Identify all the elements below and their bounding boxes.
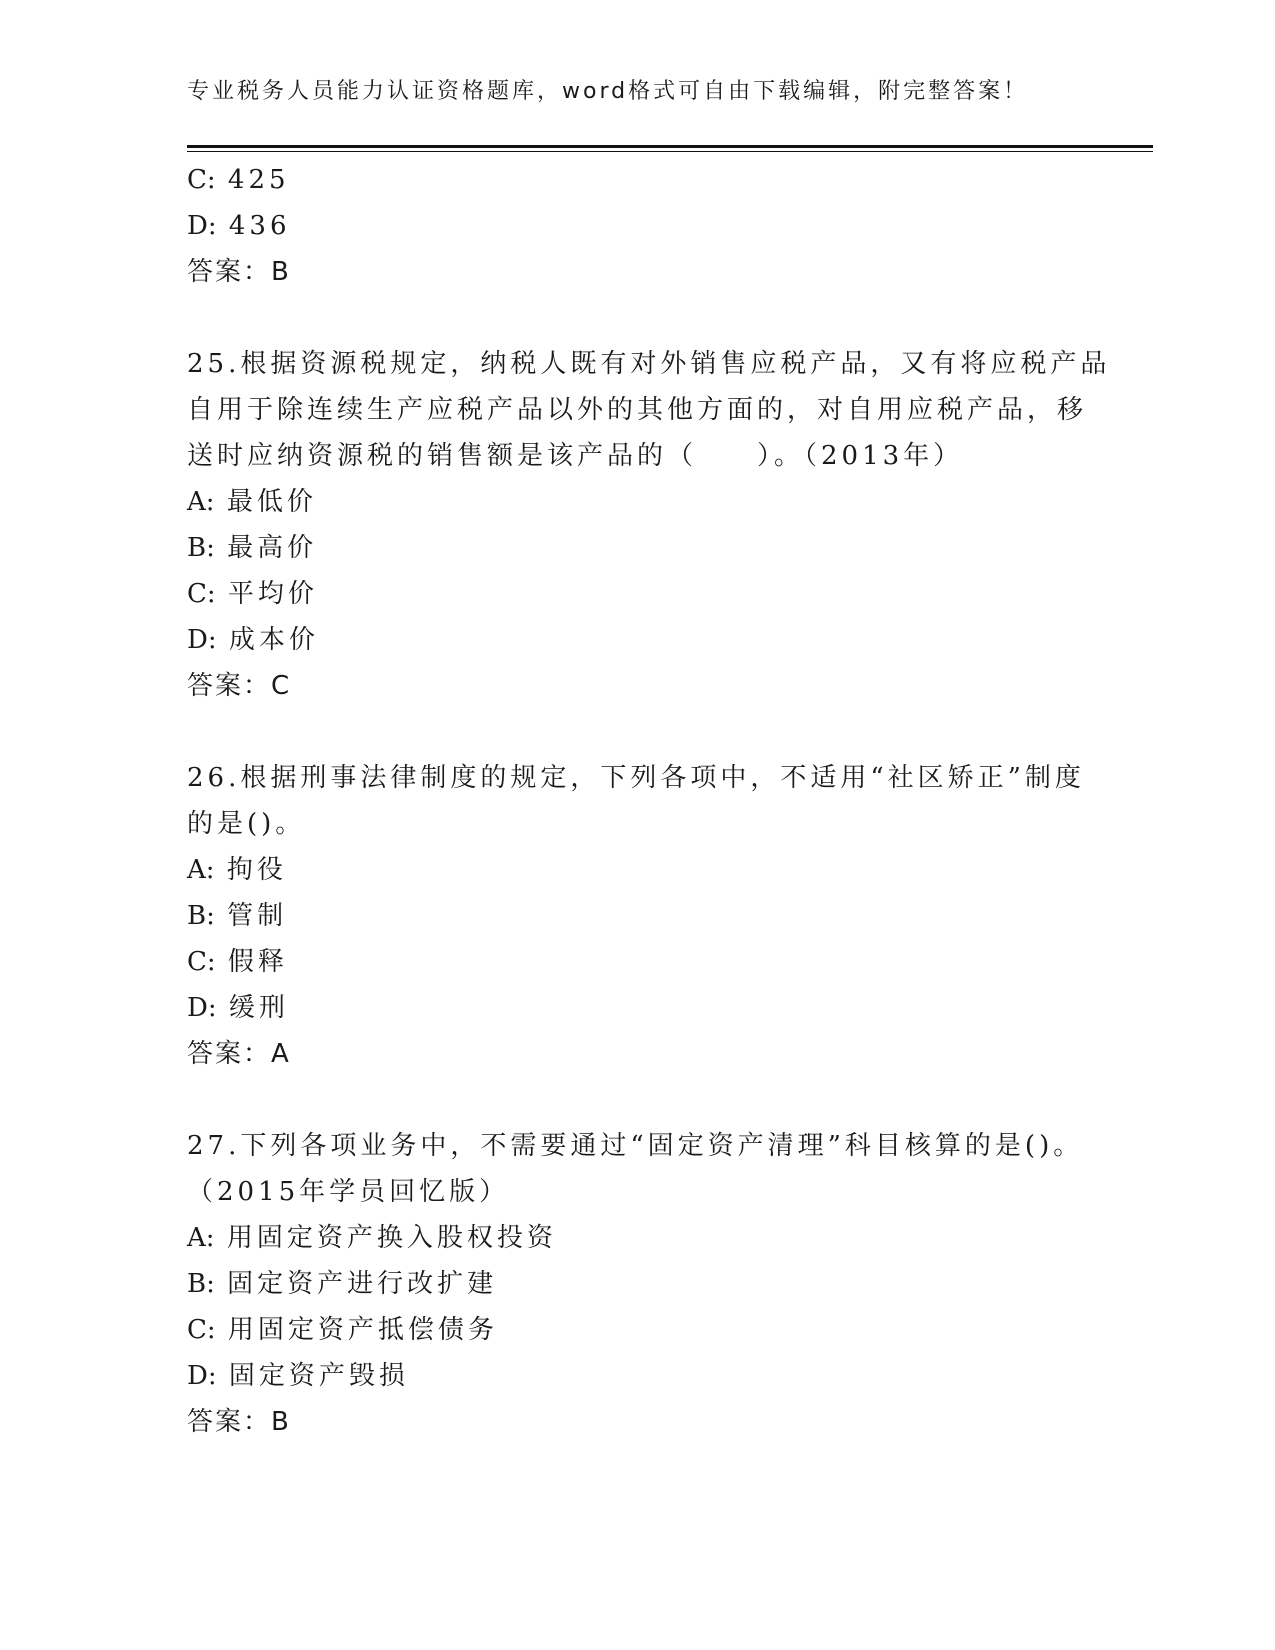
question-content [187, 157, 1111, 1445]
question-text-line: 26.根据刑事法律制度的规定，下列各项中，不适用“社区矫正”制度 [187, 763, 1085, 793]
carryover-block [187, 157, 1087, 295]
option-c [187, 939, 1087, 985]
question-text-line: （2015年学员回忆版） [187, 1177, 510, 1207]
question-text-line: 27.下列各项业务中，不需要通过“固定资产清理”科目核算的是()。 [187, 1131, 1084, 1161]
option-d [187, 985, 1087, 1031]
option-text: 管制 [227, 901, 288, 931]
question-text-line: 的是()。 [187, 809, 306, 839]
option-d [187, 617, 1087, 663]
question-text-line: 送时应纳资源税的销售额是该产品的（ ）。（2013年） [187, 441, 964, 471]
option-b [187, 1261, 1087, 1307]
question-text-line: 自用于除连续生产应税产品以外的其他方面的，对自用应税产品，移 [187, 395, 1088, 425]
answer-line: 答案：B [187, 1407, 291, 1437]
answer-line: 答案：A [187, 1039, 291, 1069]
option-letter: D: [187, 993, 217, 1023]
option-d [187, 203, 1087, 249]
option-b [187, 893, 1087, 939]
answer-line: 答案：B [187, 257, 291, 287]
option-text: 425 [227, 165, 290, 195]
option-text: 假释 [227, 947, 288, 977]
option-letter: A: [187, 487, 215, 517]
option-c [187, 571, 1087, 617]
option-text: 最高价 [227, 533, 318, 563]
page-header: 专业税务人员能力认证资格题库，word格式可自由下载编辑，附完整答案！ [187, 79, 1029, 104]
header-rule-thick [187, 145, 1153, 148]
option-text: 缓刑 [228, 993, 289, 1023]
option-letter: D: [187, 1361, 217, 1391]
question-text-line: 25.根据资源税规定，纳税人既有对外销售应税产品，又有将应税产品 [187, 349, 1111, 379]
option-letter: D: [187, 211, 217, 241]
option-a [187, 847, 1087, 893]
option-letter: C: [187, 1315, 216, 1345]
option-letter: D: [187, 625, 217, 655]
option-text: 成本价 [228, 625, 319, 655]
option-letter: B: [187, 533, 215, 563]
question-26 [187, 755, 1087, 1077]
option-text: 用固定资产换入股权投资 [226, 1223, 557, 1253]
option-text: 固定资产进行改扩建 [227, 1269, 498, 1299]
header-rule-thin [187, 151, 1153, 152]
option-letter: C: [187, 579, 216, 609]
option-text: 用固定资产抵偿债务 [227, 1315, 498, 1345]
option-text: 436 [228, 211, 291, 241]
option-letter: C: [187, 947, 216, 977]
option-letter: B: [187, 1269, 215, 1299]
option-letter: A: [187, 1223, 215, 1253]
answer-line: 答案：C [187, 671, 292, 701]
option-c [187, 1307, 1087, 1353]
option-letter: A: [187, 855, 215, 885]
option-a [187, 1215, 1087, 1261]
question-27 [187, 1123, 1087, 1445]
option-c [187, 157, 1087, 203]
option-d [187, 1353, 1087, 1399]
option-b [187, 525, 1087, 571]
option-a [187, 479, 1087, 525]
option-letter: B: [187, 901, 215, 931]
question-25 [187, 341, 1111, 709]
option-text: 固定资产毁损 [228, 1361, 409, 1391]
option-letter: C: [187, 165, 216, 195]
option-text: 平均价 [227, 579, 318, 609]
option-text: 拘役 [226, 855, 287, 885]
option-text: 最低价 [226, 487, 317, 517]
